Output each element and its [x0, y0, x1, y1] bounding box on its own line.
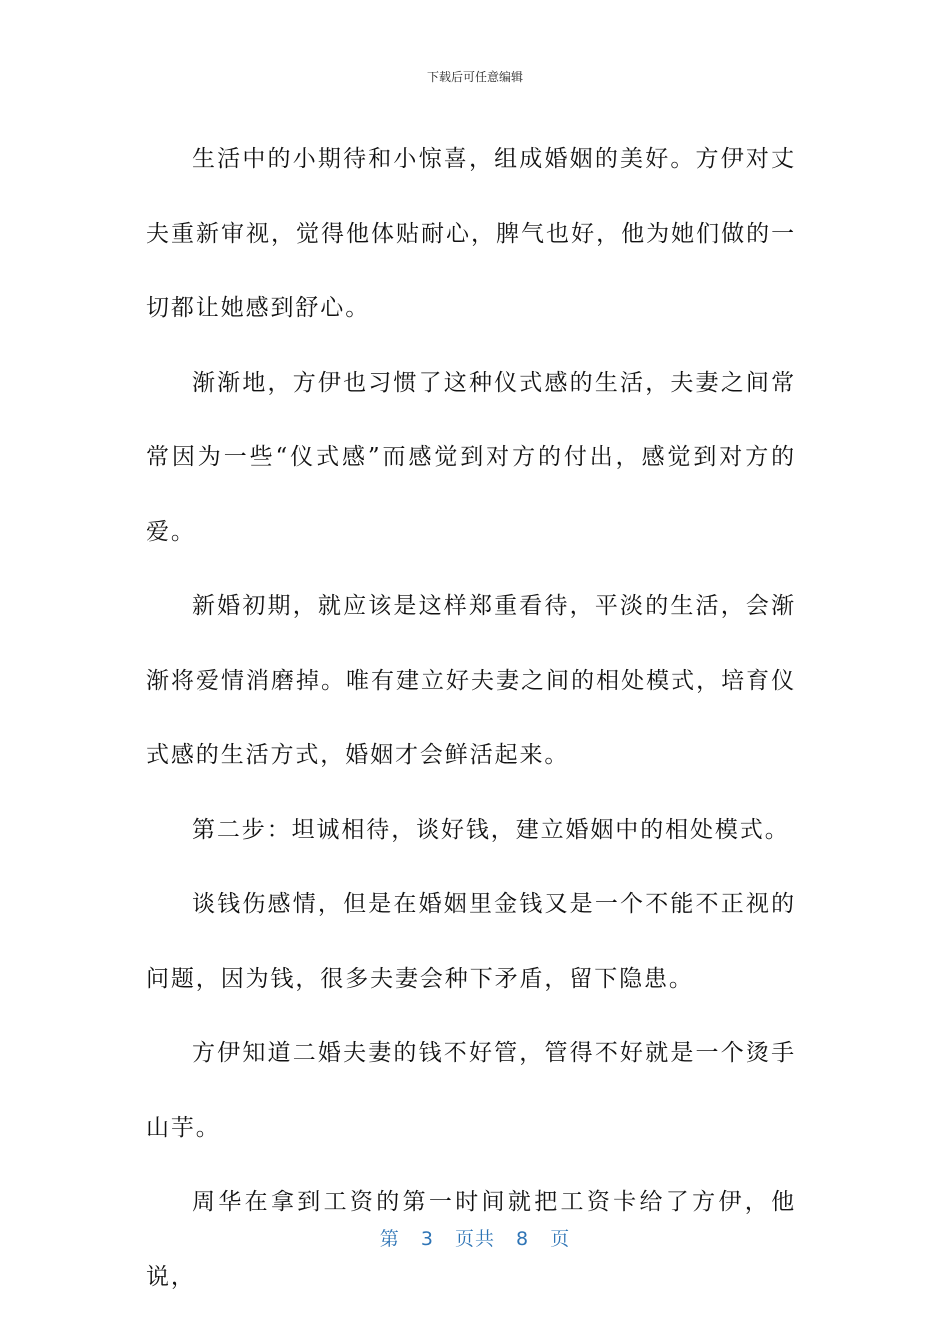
paragraph: 方伊知道二婚夫妻的钱不好管，管得不好就是一个烫手山芋。: [146, 1040, 796, 1141]
paragraph: 生活中的小期待和小惊喜，组成婚姻的美好。方伊对丈夫重新审视，觉得他体贴耐心，脾气也好，他为她们做的一切都让她感到舒心。: [146, 146, 796, 321]
paragraph: 渐渐地，方伊也习惯了这种仪式感的生活，夫妻之间常常因为一些“仪式感”而感觉到对方的付出，感觉到对方的爱。: [146, 369, 796, 545]
page-footer: [0, 1224, 950, 1251]
footer-middle: 页共: [454, 1228, 495, 1250]
total-page-number: 8: [516, 1228, 530, 1250]
current-page-number: 3: [420, 1228, 434, 1250]
paragraph: 新婚初期，就应该是这样郑重看待，平淡的生活，会渐渐将爱情消磨掉。唯有建立好夫妻之间的相处模式，培育仪式感的生活方式，婚姻才会鲜活起来。: [146, 593, 796, 768]
header-note: 下载后可任意编辑: [426, 70, 523, 84]
body-text: [146, 122, 796, 1314]
paragraph: 周华在拿到工资的第一时间就把工资卡给了方伊，他说，: [146, 1189, 796, 1290]
footer-prefix: 第: [379, 1228, 400, 1250]
paragraph: 第二步：坦诚相待，谈好钱，建立婚姻中的相处模式。: [192, 816, 790, 843]
paragraph: 谈钱伤感情，但是在婚姻里金钱又是一个不能不正视的问题，因为钱，很多夫妻会种下矛盾，留下隐患。: [146, 891, 796, 992]
footer-suffix: 页: [550, 1228, 571, 1250]
